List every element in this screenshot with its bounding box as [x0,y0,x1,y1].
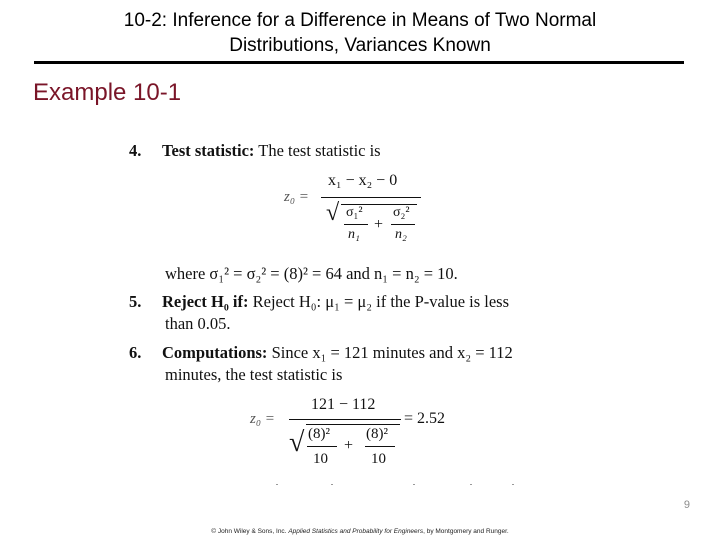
formula-1-sqrt-sign: √ [326,200,340,226]
formula-2-inner-bar-1 [307,446,337,447]
step-4-label: Test statistic: [162,141,255,160]
step-6-line [162,343,513,363]
formula-1-fraction-bar [321,197,421,198]
scan-artifact [276,484,278,485]
example-heading: Example 10-1 [33,79,182,106]
scan-artifact [331,484,333,485]
formula-2-fraction-bar [289,419,401,420]
step-5-text: Reject H₀: μ₁ = μ₂ if the P-value is less [252,292,510,311]
step-4-text: The test statistic is [258,141,381,160]
step-4-number: 4. [129,141,142,160]
copyright-prefix: © John Wiley & Sons, Inc. [211,528,287,535]
scan-artifact [470,484,472,485]
formula-1-plus: + [374,216,384,233]
copyright-book-title: Applied Statistics and Probability for Engineers [288,528,424,535]
step-6-number: 6. [129,343,142,362]
step-6-label: Computations: [162,343,268,362]
copyright-suffix: , by Montgomery and Runger. [423,528,509,535]
formula-1-lhs: z₀ = [284,189,309,205]
formula-1-term-n1: n₁ [348,227,360,242]
formula-1-term-n2: n₂ [395,227,407,242]
formula-1-inner-bar-2 [391,224,415,225]
formula-2-term-c: (8)² [366,426,388,442]
step-5-text-cont: than 0.05. [165,314,231,333]
scan-artifact [512,484,514,485]
formula-2-term-d: 10 [371,451,386,467]
formula-2-sqrt-sign: √ [289,427,305,458]
step-5-line [162,292,509,312]
formula-2-lhs: z₀ = [250,411,275,427]
slide-title-line-1: 10-2: Inference for a Difference in Means of Two Normal [123,10,597,31]
step-4-where-text: where σ₁² = σ₂² = (8)² = 64 and n₁ = n₂ = 10. [165,264,458,283]
page-number: 9 [683,499,690,511]
step-5-number: 5. [129,292,142,311]
slide-title-line-2: Distributions, Variances Known [229,35,491,56]
formula-1-numerator: x₁ − x₂ − 0 [328,172,398,189]
formula-2-plus: + [344,437,354,454]
scan-artifact [413,484,415,485]
formula-2-term-a: (8)² [308,426,330,442]
formula-2-numerator: 121 − 112 [311,396,376,413]
formula-2-term-b: 10 [313,451,328,467]
step-6-text-cont: minutes, the test statistic is [165,365,343,384]
formula-1-term-sigma1: σ₁² [346,205,363,220]
formula-2-inner-bar-2 [365,446,395,447]
copyright-notice [0,528,720,535]
step-5-label: Reject H₀ if: [162,292,249,311]
step-4-line [162,141,381,161]
formula-1-term-sigma2: σ₂² [393,205,410,220]
step-6-text: Since x₁ = 121 minutes and x₂ = 112 [271,343,513,362]
formula-1-inner-bar-1 [344,224,368,225]
formula-2-result: = 2.52 [404,410,446,427]
